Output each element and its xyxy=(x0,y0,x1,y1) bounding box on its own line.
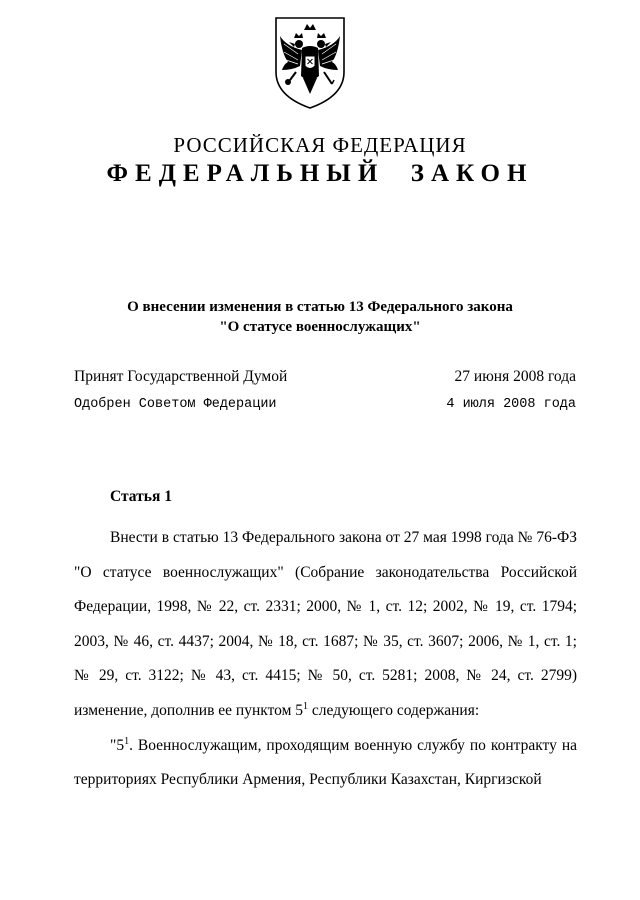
paragraph-2-superscript: 1 xyxy=(124,735,130,747)
sovet-approval-label: Одобрен Советом Федерации xyxy=(74,397,277,412)
article-1-paragraph-1 xyxy=(74,521,577,729)
article-1-heading: Статья 1 xyxy=(110,488,172,505)
sovet-approval-date: 4 июля 2008 года xyxy=(446,397,576,412)
law-subject-line-1: О внесении изменения в статью 13 Федерального закона xyxy=(127,299,513,315)
paragraph-2-prefix: "5 xyxy=(110,736,125,754)
document-type-heading: ФЕДЕРАЛЬНЫЙ ЗАКОН xyxy=(106,160,534,187)
law-subject-title xyxy=(60,297,580,337)
article-1-paragraph-2 xyxy=(74,729,577,798)
paragraph-1-superscript: 1 xyxy=(303,700,309,712)
country-heading: РОССИЙСКАЯ ФЕДЕРАЦИЯ xyxy=(173,133,467,157)
paragraph-1-text: Внести в статью 13 Федерального закона от 27 мая 1998 года № 76-ФЗ "О статусе военнослужащих" (Собрание законодательства Российской Федерации, 1998, № 22, ст. 2331; 2000, № 1, ст. 12; 2002, № 19, ст. 1794; 2003, № 46, ст. 4437; 2004, № 18, ст. 1687; № 35, ст. 3607; 2006, № 1, ст. 1; № 29, ст. 3122; № 43, ст. 4415; № 50, ст. 5281; 2008, № 24, ст. 2799) изменение, дополнив ее пунктом 5 xyxy=(74,529,577,719)
coat-of-arms-emblem xyxy=(272,14,348,112)
paragraph-1-text-end: следующего содержания: xyxy=(308,701,480,719)
law-subject-line-2: "О статусе военнослужащих" xyxy=(219,319,421,335)
duma-adoption-label: Принят Государственной Думой xyxy=(74,368,288,385)
article-1-body xyxy=(74,521,577,798)
sovet-approval-row xyxy=(74,397,576,412)
paragraph-2-text: . Военнослужащим, проходящим военную службу по контракту на территориях Республики Армения, Республики Казахстан, Киргизской xyxy=(74,736,577,789)
duma-adoption-date: 27 июня 2008 года xyxy=(454,368,576,385)
duma-adoption-row xyxy=(74,368,576,386)
